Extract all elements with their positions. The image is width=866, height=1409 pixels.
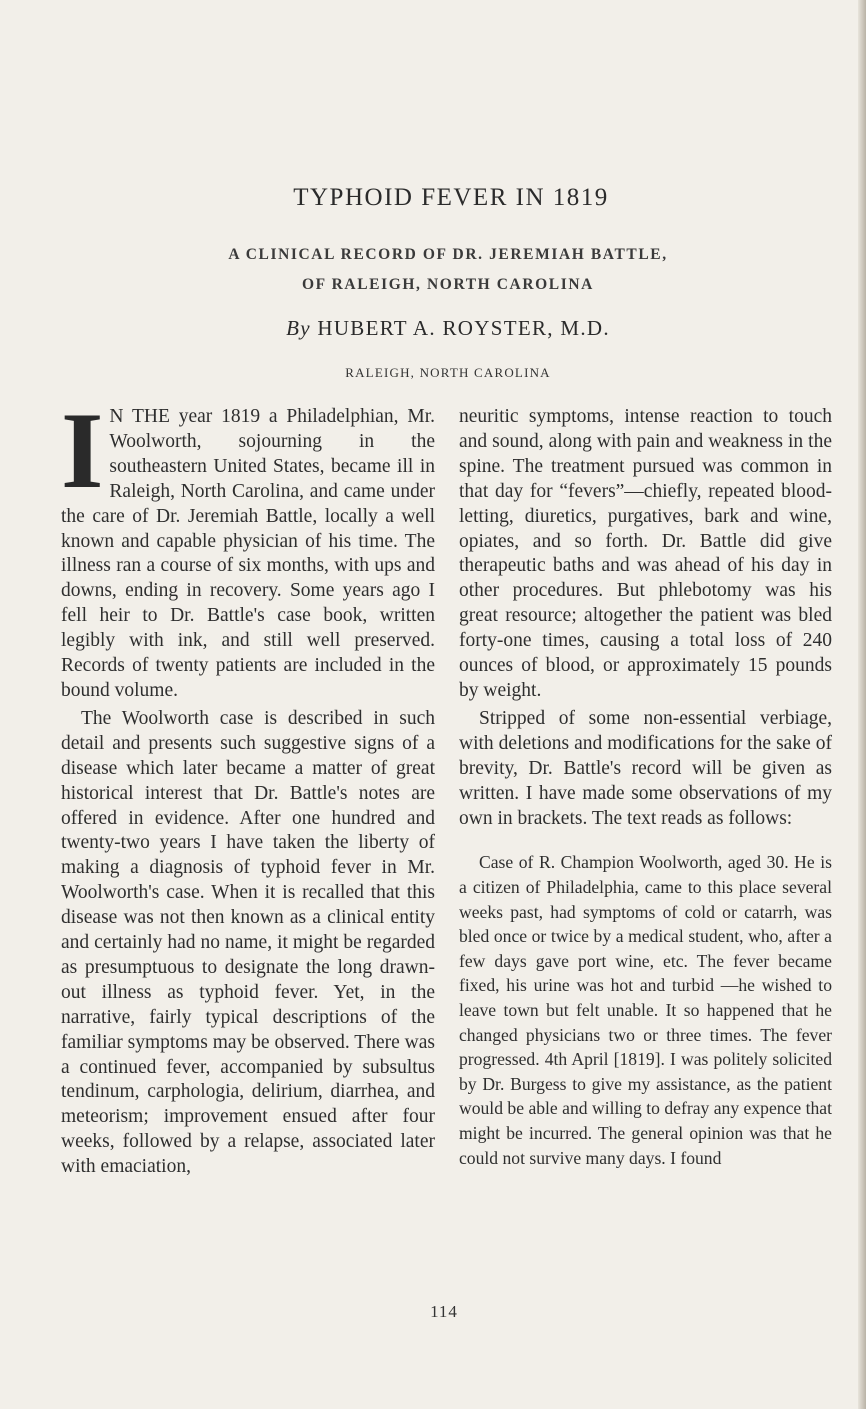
right-column — [459, 405, 832, 1170]
page-number: 114 — [430, 1302, 458, 1321]
drop-cap: I — [61, 390, 104, 511]
author-location: RALEIGH, NORTH CAROLINA — [345, 365, 551, 380]
byline-prefix: By — [286, 316, 311, 340]
right-paragraph-2: Stripped of some non-essential verbiage, with deletions and modifications for the sake of brevity, Dr. Battle's record will be given as written. I have made some observations of my own in brackets. The text reads as follows: — [459, 707, 832, 829]
author-name: HUBERT A. ROYSTER, M.D. — [317, 316, 610, 340]
right-paragraph-1: neuritic symptoms, intense reaction to touch and sound, along with pain and weakness in the spine. The treatment pursued was common in that day for “fevers”—chiefly, repeated blood-letting, diuretics, purgatives, bark and wine, opiates, and so forth. Dr. Battle did give therapeutic baths and was ahead of his day in other procedures. But phlebotomy was his great resource; altogether the patient was bled forty-one times, causing a total loss of 240 ounces of blood, or approximately 15 pounds by weight. — [459, 406, 832, 701]
left-paragraph-1 — [61, 390, 435, 704]
case-record-excerpt: Case of R. Champion Woolworth, aged 30. He is a citizen of Philadelphia, came to this place several weeks past, had symptoms of cold or catarrh, was bled once or twice by a medical student, who, after a few days gave port wine, etc. The fever became fixed, his urine was hot and turbid —he wished to leave town but felt unable. It so happened that he changed physicians two or three times. The fever progressed. 4th April [1819]. I was politely solicited by Dr. Burgess to give my assistance, as the patient would be able and willing to defray any expence that might be incurred. The general opinion was that he could not survive many days. I found — [459, 852, 832, 1168]
left-paragraph-2: The Woolworth case is described in such detail and presents such suggestive signs of a disease which later became a matter of great historical interest that Dr. Battle's notes are offered in evidence. After one hundred and twenty-two years I have taken the liberty of making a diagnosis of typhoid fever in Mr. Woolworth's case. When it is recalled that this disease was not then known as a clinical entity and certainly had no name, it might be regarded as presumptuous to designate the long drawn-out illness as typhoid fever. Yet, in the narrative, fairly typical descriptions of the familiar symptoms may be observed. There was a continued fever, accompanied by subsultus tendinum, carphologia, delirium, diarrhea, and meteorism; improvement ensued after four weeks, followed by a relapse, associated later with emaciation, — [61, 707, 435, 1178]
article-subtitle-line1: A CLINICAL RECORD OF DR. JEREMIAH BATTLE, — [228, 246, 668, 263]
article-subtitle-line2: OF RALEIGH, NORTH CAROLINA — [302, 276, 594, 293]
byline — [0, 316, 866, 341]
left-column — [61, 390, 435, 1180]
article-title: TYPHOID FEVER IN 1819 — [293, 184, 609, 211]
left-paragraph-1-text: N THE year 1819 a Philadelphian, Mr. Woolworth, sojourning in the southeastern United States, became ill in Raleigh, North Carolina, and came under the care of Dr. Jeremiah Battle, locally a well known and capable physician of his time. The illness ran a course of six months, with ups and downs, ending in recovery. Some years ago I fell heir to Dr. Battle's case book, written legibly with ink, and still well preserved. Records of twenty patients are included in the bound volume. — [61, 406, 435, 701]
